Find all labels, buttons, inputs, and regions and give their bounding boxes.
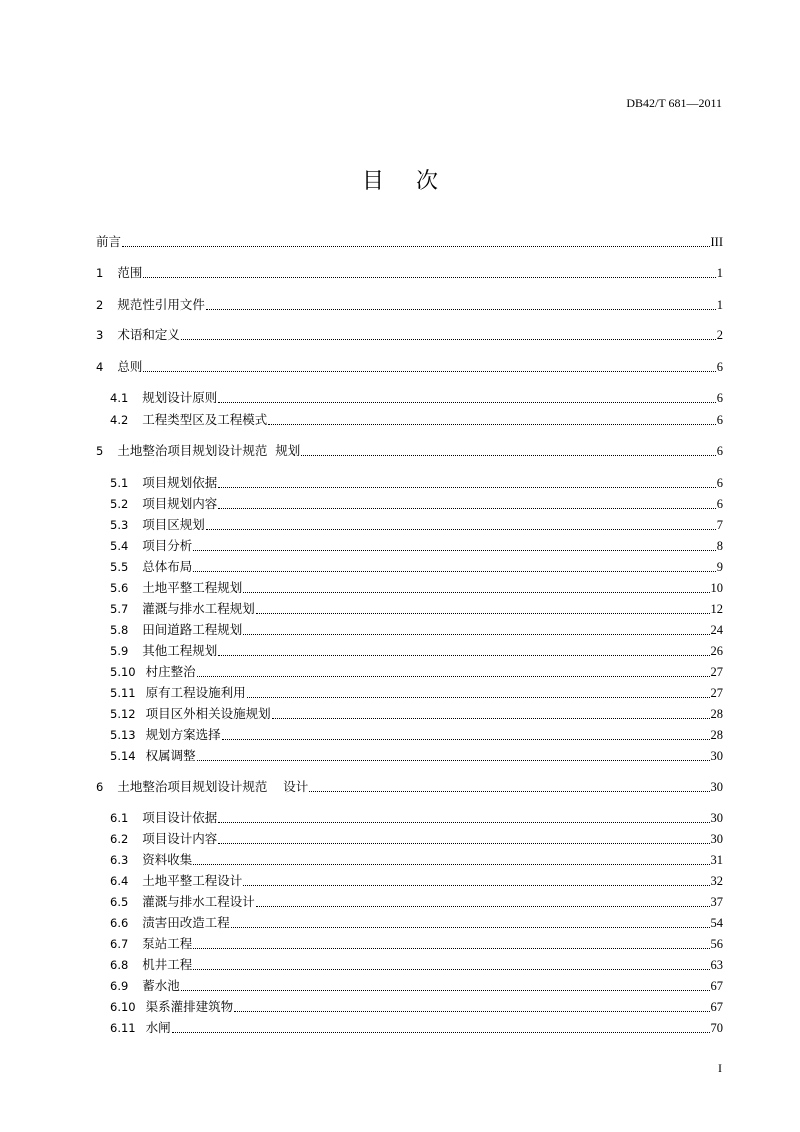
dot-leader <box>218 822 709 823</box>
toc-entry[interactable] <box>96 443 723 459</box>
dot-leader <box>181 339 716 340</box>
toc-entry[interactable] <box>96 359 723 375</box>
toc-entry-label: 项目规划内容 <box>142 496 218 511</box>
toc-entry-page: 56 <box>710 937 723 951</box>
toc-entry-page: 6 <box>716 391 723 405</box>
toc-entry-label: 项目区外相关设施规划 <box>145 706 271 721</box>
dot-leader <box>172 1032 710 1033</box>
toc-entry-page: 6 <box>716 413 723 427</box>
toc-entry-label: 蓄水池 <box>142 978 180 993</box>
toc-entry[interactable] <box>110 685 723 701</box>
toc-entry-page: 6 <box>716 497 723 511</box>
toc-entry-page: 26 <box>710 644 723 658</box>
toc-entry[interactable] <box>110 748 723 764</box>
toc-entry[interactable] <box>110 727 723 743</box>
dot-leader <box>218 508 715 509</box>
dot-leader <box>218 843 709 844</box>
toc-entry-label: 项目分析 <box>142 538 193 553</box>
toc-entry-page: 12 <box>710 602 723 616</box>
toc-entry-label: 土地平整工程规划 <box>142 580 243 595</box>
toc-entry-page: 9 <box>716 560 723 574</box>
toc-entry[interactable] <box>110 559 723 575</box>
toc-entry-page: 10 <box>710 581 723 595</box>
toc-entry-number: 5.4 <box>110 539 129 553</box>
dot-leader <box>243 885 709 886</box>
toc-entry-label: 规范性引用文件 <box>117 297 205 312</box>
toc-entry[interactable] <box>110 643 723 659</box>
toc-entry-page: 7 <box>716 518 723 532</box>
toc-entry-page: III <box>710 235 723 249</box>
toc-entry-label: 资料收集 <box>142 852 193 867</box>
toc-entry-page: 30 <box>710 780 723 794</box>
toc-entry-page: 6 <box>716 360 723 374</box>
toc-entry-label: 前言 <box>96 234 122 249</box>
dot-leader <box>181 990 710 991</box>
toc-entry[interactable] <box>110 580 723 596</box>
toc-entry-number: 6 <box>96 780 104 794</box>
toc-entry[interactable] <box>110 412 723 428</box>
toc-entry[interactable] <box>110 957 723 973</box>
toc-entry-number: 4 <box>96 360 104 374</box>
dot-leader <box>143 371 715 372</box>
toc-entry[interactable] <box>110 915 723 931</box>
dot-leader <box>218 487 715 488</box>
toc-entry-number: 2 <box>96 298 104 312</box>
toc-entry-label: 总体布局 <box>142 559 193 574</box>
toc-entry[interactable] <box>96 327 723 343</box>
toc-entry-label: 水闸 <box>145 1020 171 1035</box>
toc-entry-number: 5.14 <box>110 749 136 763</box>
toc-entry[interactable] <box>96 234 723 250</box>
toc-entry[interactable] <box>96 779 723 795</box>
dot-leader <box>193 948 709 949</box>
title-char-left: 目 <box>361 169 384 194</box>
toc-entry[interactable] <box>110 1020 723 1036</box>
toc-entry[interactable] <box>110 538 723 554</box>
toc-entry[interactable] <box>110 390 723 406</box>
toc-entry-page: 27 <box>710 665 723 679</box>
toc-entry[interactable] <box>110 831 723 847</box>
toc-entry-label: 其他工程规划 <box>142 643 218 658</box>
dot-leader <box>309 791 709 792</box>
toc-entry[interactable] <box>110 936 723 952</box>
toc-entry-number: 5.8 <box>110 623 129 637</box>
dot-leader <box>268 424 715 425</box>
dot-leader <box>197 676 710 677</box>
toc-entry-number: 5.1 <box>110 476 129 490</box>
dot-leader <box>243 592 709 593</box>
toc-entry-number: 4.2 <box>110 413 129 427</box>
toc-entry[interactable] <box>110 517 723 533</box>
toc-entry-page: 6 <box>716 444 723 458</box>
toc-entry-label: 渍害田改造工程 <box>142 915 230 930</box>
toc-entry-page: 67 <box>710 979 723 993</box>
toc-entry-number: 5 <box>96 444 104 458</box>
toc-entry[interactable] <box>110 873 723 889</box>
dot-leader <box>234 1011 709 1012</box>
toc-entry-number: 6.8 <box>110 958 129 972</box>
dot-leader <box>193 571 715 572</box>
toc-entry-label: 机井工程 <box>142 957 193 972</box>
toc-entry-number: 5.13 <box>110 728 136 742</box>
dot-leader <box>272 718 710 719</box>
toc-entry-page: 67 <box>710 1000 723 1014</box>
toc-entry[interactable] <box>110 475 723 491</box>
toc-entry-number: 5.10 <box>110 665 136 679</box>
toc-entry-page: 31 <box>710 853 723 867</box>
toc-entry-label: 术语和定义 <box>117 327 180 342</box>
toc-entry[interactable] <box>110 496 723 512</box>
toc-entry-label: 项目区规划 <box>142 517 205 532</box>
toc-entry-label: 项目设计依据 <box>142 810 218 825</box>
toc-entry-label: 项目设计内容 <box>142 831 218 846</box>
toc-entry-label: 村庄整治 <box>145 664 196 679</box>
dot-leader <box>193 550 715 551</box>
toc-entry[interactable] <box>96 297 723 313</box>
dot-leader <box>193 969 709 970</box>
toc-entry-page: 8 <box>716 539 723 553</box>
toc-entry-page: 30 <box>710 811 723 825</box>
toc-entry-number: 6.10 <box>110 1000 136 1014</box>
toc-entry-label: 土地平整工程设计 <box>142 873 243 888</box>
toc-entry[interactable] <box>110 999 723 1015</box>
dot-leader <box>122 246 709 247</box>
toc-entry-page: 32 <box>710 874 723 888</box>
toc-entry-page: 1 <box>716 266 723 280</box>
toc-entry-number: 5.7 <box>110 602 129 616</box>
standard-code: DB42/T 681—2011 <box>626 96 722 110</box>
toc-entry-number: 6.5 <box>110 895 129 909</box>
dot-leader <box>197 760 710 761</box>
toc-entry-label: 项目规划依据 <box>142 475 218 490</box>
toc-entry-page: 70 <box>710 1021 723 1035</box>
toc-entry-label: 田间道路工程规划 <box>142 622 243 637</box>
toc-entry-label: 范围 <box>117 265 143 280</box>
dot-leader <box>218 655 709 656</box>
toc-entry-number: 5.2 <box>110 497 129 511</box>
toc-entry-number: 5.5 <box>110 560 129 574</box>
toc-entry[interactable] <box>110 852 723 868</box>
toc-entry-label: 规划设计原则 <box>142 390 218 405</box>
toc-entry-number: 6.6 <box>110 916 129 930</box>
toc-entry[interactable] <box>110 810 723 826</box>
toc-entry-page: 28 <box>710 707 723 721</box>
toc-entry-page: 27 <box>710 686 723 700</box>
page-title <box>0 164 800 195</box>
dot-leader <box>222 739 710 740</box>
toc-entry-number: 4.1 <box>110 391 129 405</box>
toc-entry-label: 权属调整 <box>145 748 196 763</box>
toc-entry[interactable] <box>110 601 723 617</box>
toc-entry-label: 原有工程设施利用 <box>145 685 246 700</box>
toc-entry-number: 6.3 <box>110 853 129 867</box>
toc-entry-label: 渠系灌排建筑物 <box>145 999 234 1014</box>
toc-entry-number: 5.6 <box>110 581 129 595</box>
dot-leader <box>256 613 710 614</box>
dot-leader <box>301 455 715 456</box>
toc-entry[interactable] <box>96 265 723 281</box>
dot-leader <box>206 529 716 530</box>
toc-entry-number: 5.9 <box>110 644 129 658</box>
toc-entry-page: 30 <box>710 749 723 763</box>
toc-entry-number: 5.12 <box>110 707 136 721</box>
toc-entry-page: 54 <box>710 916 723 930</box>
toc-entry-label: 泵站工程 <box>142 936 193 951</box>
toc-entry[interactable] <box>110 622 723 638</box>
toc-entry-page: 2 <box>716 328 723 342</box>
toc-entry-label: 土地整治项目规划设计规范 规划 <box>117 443 301 458</box>
dot-leader <box>243 634 709 635</box>
toc-entry-page: 1 <box>716 298 723 312</box>
dot-leader <box>193 864 709 865</box>
dot-leader <box>231 927 710 928</box>
toc-entry-number: 6.7 <box>110 937 129 951</box>
toc-entry-label: 规划方案选择 <box>145 727 221 742</box>
toc-entry-number: 6.9 <box>110 979 129 993</box>
toc-entry-label: 土地整治项目规划设计规范 设计 <box>117 779 309 794</box>
toc-entry-label: 灌溉与排水工程规划 <box>142 601 255 616</box>
page-number: I <box>718 1061 722 1075</box>
toc-entry-number: 5.3 <box>110 518 129 532</box>
toc-entry-page: 30 <box>710 832 723 846</box>
toc-entry-page: 6 <box>716 476 723 490</box>
toc-entry-page: 28 <box>710 728 723 742</box>
toc-entry-number: 5.11 <box>110 686 136 700</box>
title-char-right: 次 <box>416 169 439 194</box>
dot-leader <box>143 277 715 278</box>
dot-leader <box>247 697 710 698</box>
toc-entry[interactable] <box>110 664 723 680</box>
toc-entry-number: 3 <box>96 328 104 342</box>
toc-entry-number: 6.11 <box>110 1021 136 1035</box>
dot-leader <box>218 402 715 403</box>
toc-entry[interactable] <box>110 978 723 994</box>
toc-entry-number: 6.2 <box>110 832 129 846</box>
toc-entry-label: 总则 <box>117 359 143 374</box>
toc-entry-number: 6.4 <box>110 874 129 888</box>
dot-leader <box>206 309 716 310</box>
toc-entry-number: 6.1 <box>110 811 129 825</box>
dot-leader <box>256 906 710 907</box>
toc-entry-label: 灌溉与排水工程设计 <box>142 894 255 909</box>
toc-entry-page: 37 <box>710 895 723 909</box>
toc-entry-label: 工程类型区及工程模式 <box>142 412 268 427</box>
toc-entry-page: 63 <box>710 958 723 972</box>
toc-entry[interactable] <box>110 894 723 910</box>
toc-entry[interactable] <box>110 706 723 722</box>
toc-entry-number: 1 <box>96 266 104 280</box>
toc-entry-page: 24 <box>710 623 723 637</box>
